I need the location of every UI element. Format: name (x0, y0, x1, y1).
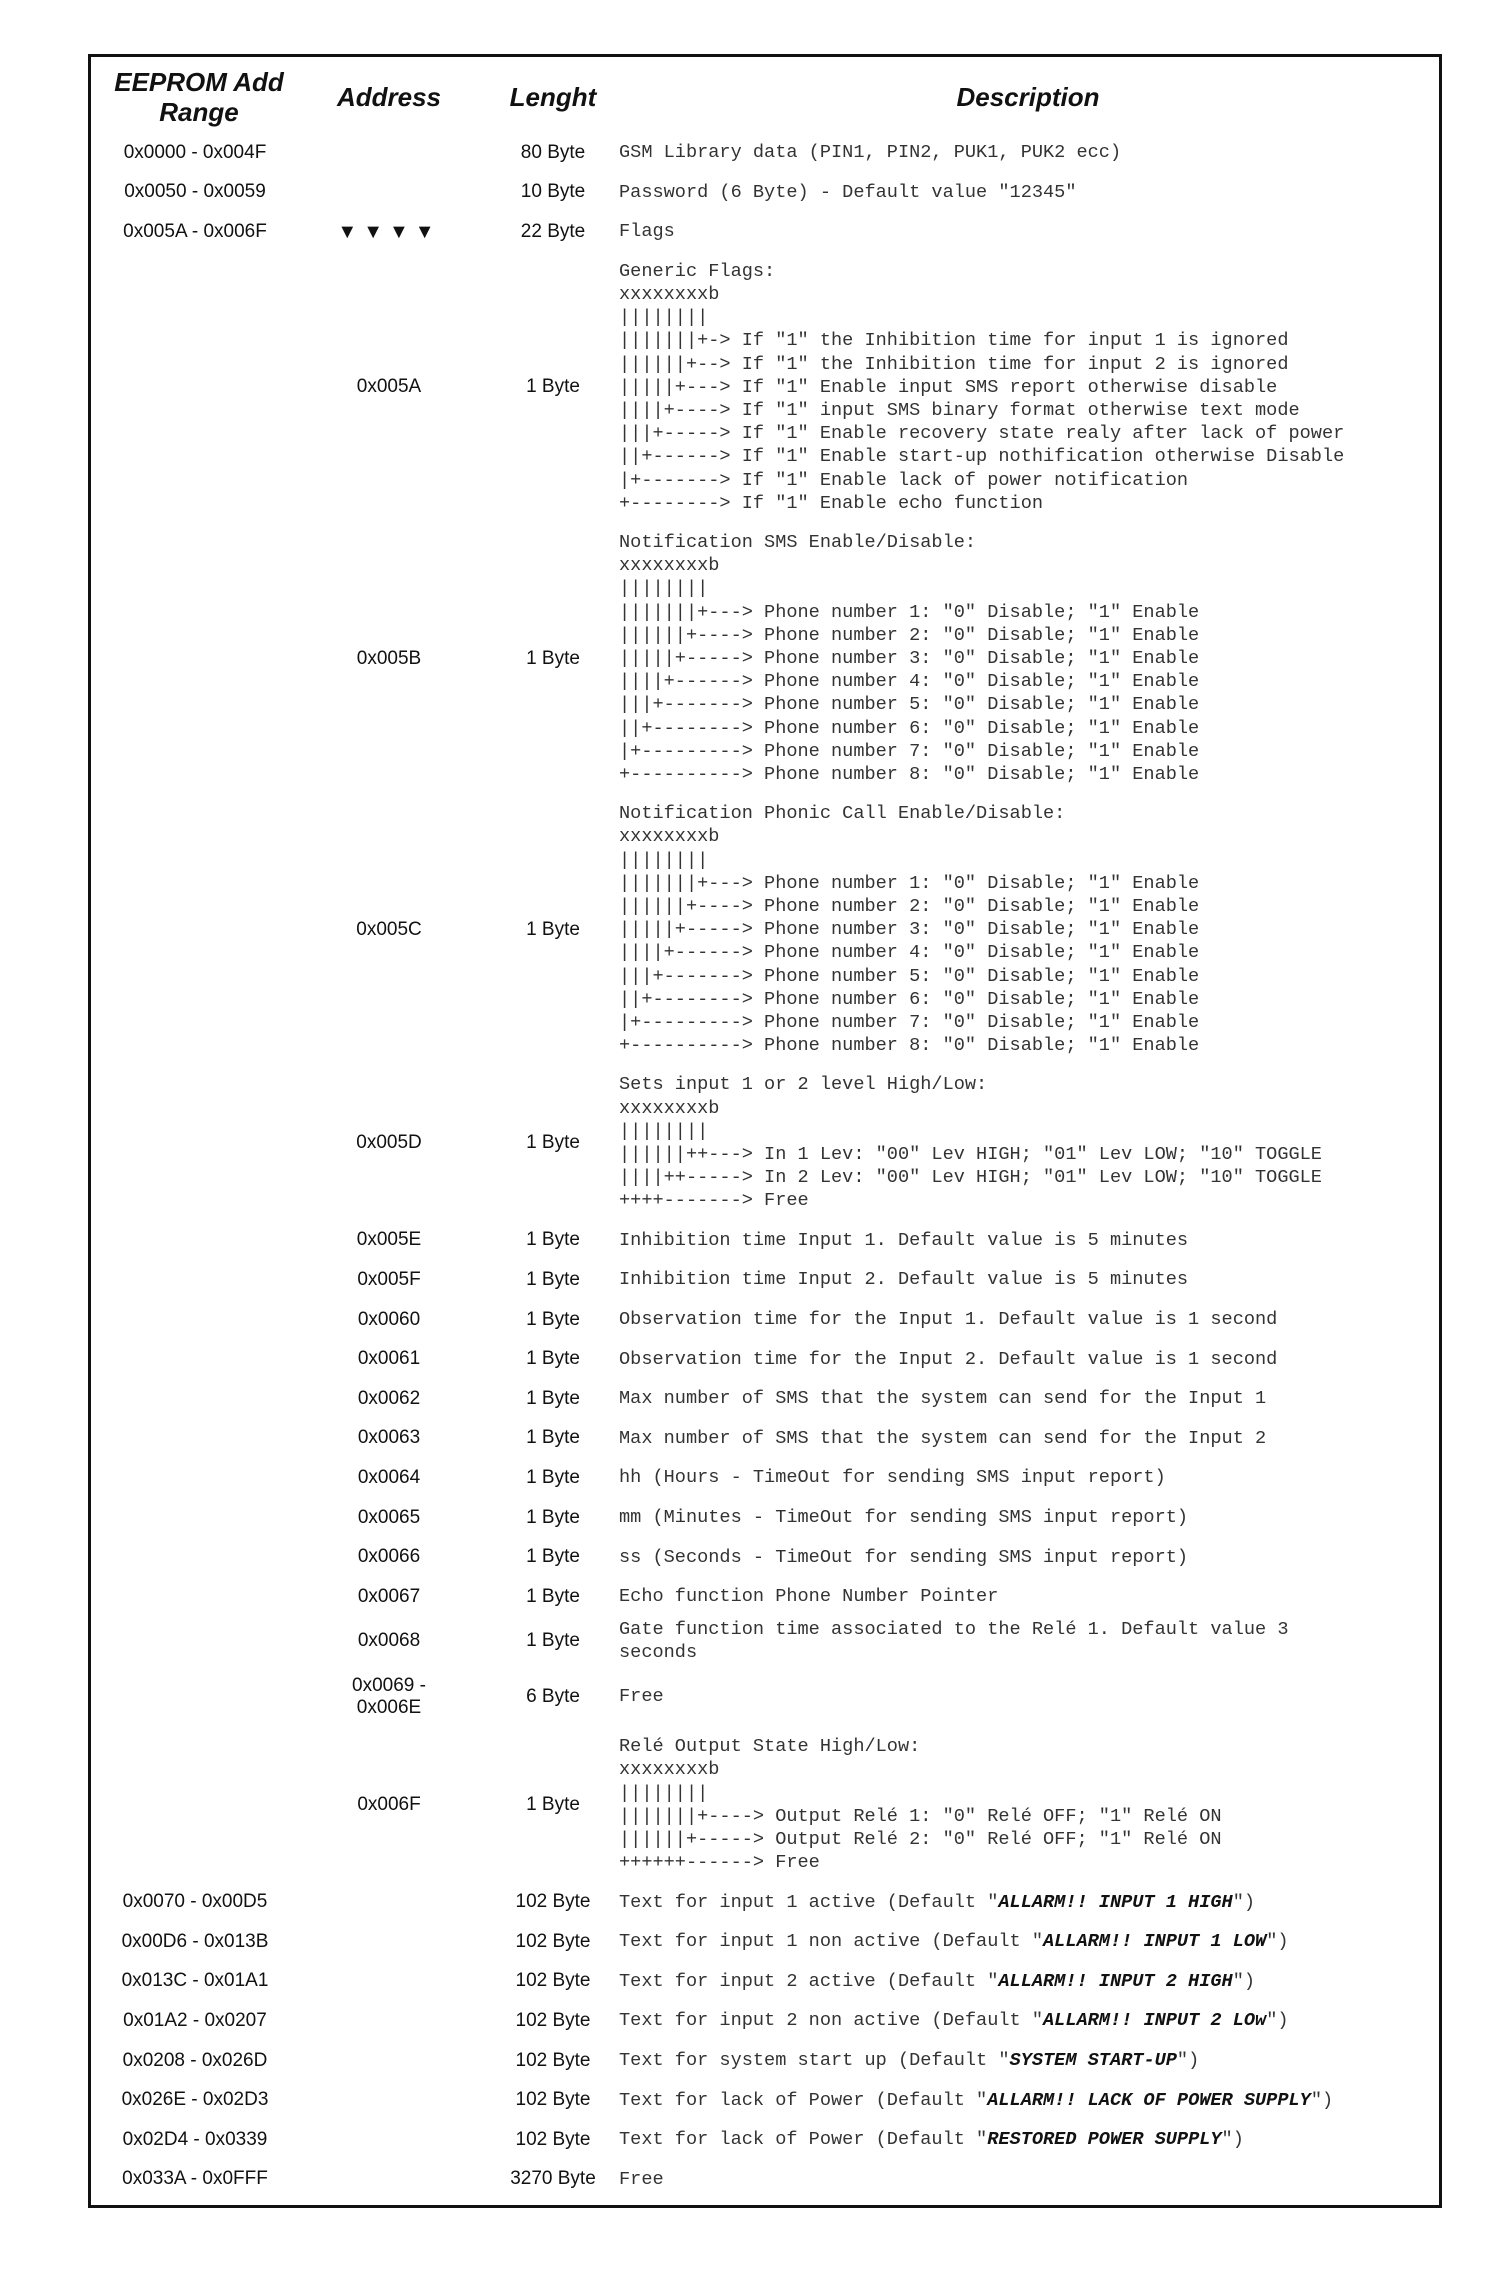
cell-range (91, 1727, 299, 1882)
cell-address: 0x0062 (357, 1387, 421, 1409)
description-text: ") (1221, 2129, 1244, 2151)
cell-length: 1 Byte (526, 1268, 580, 1290)
cell-address: 0x005F (357, 1268, 421, 1290)
description-line: Observation time for the Input 2. Default value is 1 second (619, 1348, 1278, 1370)
description-line (619, 2089, 1433, 2112)
expand-down-triangles-icon: ▼▼▼▼ (337, 220, 441, 243)
description-line (619, 1930, 1433, 1953)
description-line: ||||+------> Phone number 4: "0" Disable; "1" Enable (619, 671, 1200, 693)
cell-length: 80 Byte (520, 141, 586, 163)
cell-description (619, 794, 1433, 1065)
description-line: hh (Hours - TimeOut for sending SMS input report) (619, 1467, 1166, 1489)
cell-range: 0x033A - 0x0FFF (122, 2168, 268, 2190)
cell-address: 0x0069 - 0x006E (352, 1674, 426, 1718)
description-line: ||||+------> Phone number 4: "0" Disable; "1" Enable (619, 942, 1200, 964)
description-line: ||||||+----> Phone number 2: "0" Disable; "1" Enable (619, 624, 1200, 646)
cell-range: 0x0050 - 0x0059 (124, 181, 266, 203)
table-row (91, 1498, 1439, 1538)
cell-description (619, 173, 1433, 213)
cell-address: 0x0061 (357, 1348, 421, 1370)
cell-range (91, 1419, 299, 1459)
cell-description (619, 1065, 1433, 1220)
cell-description (619, 1727, 1433, 1882)
cell-description (619, 1498, 1433, 1538)
cell-length: 1 Byte (526, 1348, 580, 1370)
cell-address (305, 133, 473, 173)
table-row (91, 2080, 1439, 2120)
cell-length: 10 Byte (520, 181, 586, 203)
cell-description (619, 252, 1433, 523)
cell-length: 1 Byte (526, 1427, 580, 1449)
description-text: Text for input 2 non active (Default " (619, 2010, 1044, 2032)
cell-range (91, 1458, 299, 1498)
description-line: xxxxxxxxb (619, 1097, 720, 1119)
cell-range (91, 1537, 299, 1577)
cell-range (91, 1617, 299, 1667)
description-line: Generic Flags: (619, 260, 776, 282)
cell-address (305, 2001, 473, 2041)
description-text: ") (1310, 2089, 1334, 2111)
description-line: ||||+----> If "1" input SMS binary format otherwise text mode (619, 399, 1300, 421)
table-row (91, 1339, 1439, 1379)
cell-range (91, 1221, 299, 1261)
cell-length: 6 Byte (526, 1685, 580, 1707)
cell-description (619, 1922, 1433, 1962)
description-line (619, 2009, 1433, 2032)
table-row (91, 1221, 1439, 1261)
cell-address: 0x0060 (357, 1308, 421, 1330)
cell-address: 0x0068 (357, 1630, 421, 1652)
description-line: xxxxxxxxb (619, 1759, 720, 1781)
cell-address (305, 173, 473, 213)
description-text: Text for input 2 active (Default " (619, 1970, 999, 1992)
cell-description (619, 1666, 1433, 1727)
cell-length: 22 Byte (520, 220, 586, 242)
cell-description (619, 2041, 1433, 2081)
table-row (91, 1260, 1439, 1300)
description-text: Text for input 1 non active (Default " (619, 1931, 1044, 1953)
description-line: +----------> Phone number 8: "0" Disable; "1" Enable (619, 764, 1200, 785)
description-line: |||+-------> Phone number 5: "0" Disable; "1" Enable (619, 694, 1200, 716)
table-row (91, 2160, 1439, 2200)
cell-range: 0x005A - 0x006F (123, 220, 267, 242)
header-address: Address (336, 82, 442, 112)
cell-address: 0x005A (356, 376, 422, 398)
cell-address (305, 2160, 473, 2200)
description-text: Text for system start up (Default " (619, 2049, 1010, 2071)
table-row (91, 212, 1439, 252)
default-message: ALLARM!! LACK OF POWER SUPPLY (987, 2089, 1311, 2111)
description-text: Text for lack of Power (Default " (619, 2129, 988, 2151)
description-line: |||||+-----> Phone number 3: "0" Disable; "1" Enable (619, 647, 1200, 669)
cell-length: 1 Byte (526, 376, 580, 398)
description-line (619, 2049, 1433, 2072)
cell-description (619, 523, 1433, 794)
description-line: xxxxxxxxb (619, 555, 720, 577)
cell-length: 102 Byte (515, 2128, 591, 2150)
cell-description (619, 2160, 1433, 2200)
cell-address: 0x005C (356, 918, 422, 940)
table-row (91, 1537, 1439, 1577)
cell-range (91, 1339, 299, 1379)
description-line: Inhibition time Input 1. Default value is 5 minutes (619, 1229, 1189, 1251)
cell-description (619, 1260, 1433, 1300)
table-row (91, 252, 1439, 523)
default-message: SYSTEM START-UP (1009, 2049, 1177, 2071)
cell-address (305, 2080, 473, 2120)
table-row (91, 1577, 1439, 1617)
description-text: Text for input 1 active (Default " (619, 1891, 999, 1913)
default-message: ALLARM!! INPUT 1 HIGH (998, 1891, 1233, 1913)
description-line: xxxxxxxxb (619, 283, 720, 305)
table-row (91, 2001, 1439, 2041)
cell-description (619, 2001, 1433, 2041)
description-line: Sets input 1 or 2 level High/Low: (619, 1074, 988, 1096)
cell-description (619, 1339, 1433, 1379)
cell-address: 0x0067 (357, 1585, 421, 1607)
description-line: GSM Library data (PIN1, PIN2, PUK1, PUK2 ecc) (619, 142, 1122, 164)
description-line: |+---------> Phone number 7: "0" Disable; "1" Enable (619, 1011, 1200, 1033)
cell-length: 1 Byte (526, 1131, 580, 1153)
cell-length: 1 Byte (526, 1506, 580, 1528)
cell-length: 102 Byte (515, 1891, 591, 1913)
description-line: ||||++-----> In 2 Lev: "00" Lev HIGH; "01" Lev LOW; "10" TOGGLE (619, 1167, 1322, 1189)
description-line: +----------> Phone number 8: "0" Disable; "1" Enable (619, 1035, 1200, 1057)
cell-address (305, 1962, 473, 2002)
description-line: |+---------> Phone number 7: "0" Disable; "1" Enable (619, 740, 1200, 762)
table-row (91, 1727, 1439, 1882)
description-line (619, 2128, 1433, 2151)
description-line: Max number of SMS that the system can send for the Input 1 (619, 1388, 1267, 1410)
description-line: xxxxxxxxb (619, 826, 720, 848)
description-line: ||+------> If "1" Enable start-up nothification otherwise Disable (619, 446, 1345, 468)
description-line (619, 1970, 1433, 1993)
description-line: mm (Minutes - TimeOut for sending SMS input report) (619, 1506, 1189, 1528)
cell-description (619, 1617, 1433, 1667)
cell-address: 0x0063 (357, 1427, 421, 1449)
description-line: Observation time for the Input 1. Default value is 1 second (619, 1308, 1278, 1330)
description-line: |||||+---> If "1" Enable input SMS report otherwise disable (619, 376, 1278, 398)
table-row (91, 1065, 1439, 1220)
description-line: ++++-------> Free (619, 1190, 809, 1212)
description-line: Free (619, 1686, 664, 1708)
cell-length: 1 Byte (526, 1308, 580, 1330)
cell-range: 0x02D4 - 0x0339 (122, 2128, 268, 2150)
header-length: Lenght (509, 82, 597, 112)
cell-length: 102 Byte (515, 1930, 591, 1952)
eeprom-map-table (88, 54, 1442, 2208)
cell-length: 1 Byte (526, 918, 580, 940)
description-line: ++++++------> Free (619, 1852, 820, 1874)
cell-address (305, 2120, 473, 2160)
cell-range (91, 1666, 299, 1727)
cell-length: 1 Byte (526, 1630, 580, 1652)
description-line: |||||||| (619, 1782, 709, 1804)
cell-range: 0x01A2 - 0x0207 (123, 2009, 267, 2031)
cell-range (91, 1577, 299, 1617)
description-line: Notification Phonic Call Enable/Disable: (619, 803, 1066, 825)
cell-description (619, 2120, 1433, 2160)
description-line: seconds (619, 1642, 698, 1664)
header-description: Description (956, 82, 1100, 112)
description-text: ") (1176, 2049, 1200, 2071)
cell-range (91, 1379, 299, 1419)
description-line: Notification SMS Enable/Disable: (619, 531, 977, 553)
description-line: |||||||+-> If "1" the Inhibition time for input 1 is ignored (619, 330, 1289, 352)
description-line: ||+--------> Phone number 6: "0" Disable; "1" Enable (619, 717, 1200, 739)
cell-length: 102 Byte (515, 1970, 591, 1992)
default-message: RESTORED POWER SUPPLY (987, 2129, 1222, 2151)
cell-description (619, 133, 1433, 173)
cell-range (91, 523, 299, 794)
cell-address: 0x0066 (357, 1546, 421, 1568)
cell-range: 0x026E - 0x02D3 (121, 2089, 269, 2111)
header-range: EEPROM Add Range (114, 67, 284, 127)
cell-length: 1 Byte (526, 1229, 580, 1251)
table-row (91, 794, 1439, 1065)
description-line: ||+--------> Phone number 6: "0" Disable; "1" Enable (619, 988, 1200, 1010)
table-row (91, 2041, 1439, 2081)
cell-description (619, 1458, 1433, 1498)
cell-address: 0x005B (356, 647, 422, 669)
cell-description (619, 1379, 1433, 1419)
description-line: ||||||+--> If "1" the Inhibition time for input 2 is ignored (619, 353, 1289, 375)
description-line: Max number of SMS that the system can send for the Input 2 (619, 1427, 1267, 1449)
description-line: Gate function time associated to the Relé 1. Default value 3 (619, 1619, 1289, 1641)
description-line: Password (6 Byte) - Default value "12345" (619, 181, 1077, 203)
default-message: ALLARM!! INPUT 2 HIGH (998, 1970, 1233, 1992)
description-line: ss (Seconds - TimeOut for sending SMS input report) (619, 1546, 1189, 1568)
description-line: |||||||+---> Phone number 1: "0" Disable; "1" Enable (619, 601, 1200, 623)
cell-length: 3270 Byte (510, 2168, 596, 2190)
cell-range: 0x0000 - 0x004F (123, 141, 267, 163)
cell-address (305, 1922, 473, 1962)
cell-length: 102 Byte (515, 2089, 591, 2111)
table-row (91, 1419, 1439, 1459)
cell-description (619, 1221, 1433, 1261)
cell-range (91, 252, 299, 523)
cell-length: 102 Byte (515, 2049, 591, 2071)
description-line: ||||||+----> Phone number 2: "0" Disable; "1" Enable (619, 895, 1200, 917)
cell-range: 0x013C - 0x01A1 (121, 1970, 269, 1992)
description-line: ||||||+-----> Output Relé 2: "0" Relé OFF; "1" Relé ON (619, 1828, 1222, 1850)
table-row (91, 1666, 1439, 1727)
table-row (91, 1922, 1439, 1962)
description-line: |||||+-----> Phone number 3: "0" Disable; "1" Enable (619, 919, 1200, 941)
cell-range (91, 1260, 299, 1300)
cell-address: 0x0064 (357, 1466, 421, 1488)
description-line: ||||||++---> In 1 Lev: "00" Lev HIGH; "01" Lev LOW; "10" TOGGLE (619, 1143, 1322, 1165)
cell-description (619, 1962, 1433, 2002)
table-row (91, 1962, 1439, 2002)
table-row (91, 2120, 1439, 2160)
description-line: |||||||| (619, 849, 709, 871)
cell-description (619, 1300, 1433, 1340)
cell-address: 0x005D (356, 1131, 422, 1153)
cell-description (619, 1537, 1433, 1577)
table-row (91, 1882, 1439, 1922)
description-line: |+-------> If "1" Enable lack of power notification (619, 469, 1189, 491)
cell-address: 0x006F (357, 1793, 421, 1815)
description-line: |||+-----> If "1" Enable recovery state realy after lack of power (619, 423, 1345, 445)
description-text: ") (1232, 1970, 1256, 1992)
description-line (619, 1891, 1433, 1914)
table-row (91, 1300, 1439, 1340)
description-line: Echo function Phone Number Pointer (619, 1586, 999, 1608)
cell-description (619, 212, 1433, 252)
description-text: ") (1232, 1891, 1256, 1913)
cell-range: 0x0070 - 0x00D5 (122, 1891, 268, 1913)
cell-address (305, 1882, 473, 1922)
cell-description (619, 2080, 1433, 2120)
description-line: |||||||| (619, 578, 709, 600)
cell-address: 0x0065 (357, 1506, 421, 1528)
cell-description (619, 1882, 1433, 1922)
table-row (91, 133, 1439, 173)
description-line: |||||||+----> Output Relé 1: "0" Relé OFF; "1" Relé ON (619, 1805, 1222, 1827)
description-line: |||||||+---> Phone number 1: "0" Disable; "1" Enable (619, 872, 1200, 894)
cell-length: 1 Byte (526, 1466, 580, 1488)
cell-length: 1 Byte (526, 1585, 580, 1607)
table-row (91, 1458, 1439, 1498)
description-line: Inhibition time Input 2. Default value is 5 minutes (619, 1269, 1189, 1291)
cell-length: 1 Byte (526, 647, 580, 669)
cell-range: 0x00D6 - 0x013B (121, 1930, 269, 1952)
default-message: ALLARM!! INPUT 2 LOw (1043, 2010, 1267, 2032)
cell-range (91, 1498, 299, 1538)
cell-address (305, 2041, 473, 2081)
default-message: ALLARM!! INPUT 1 LOW (1043, 1931, 1267, 1953)
cell-address: 0x005E (356, 1229, 422, 1251)
table-row (91, 173, 1439, 213)
cell-range (91, 1300, 299, 1340)
cell-range (91, 1065, 299, 1220)
description-text: ") (1266, 2010, 1289, 2032)
table-row (91, 523, 1439, 794)
cell-length: 1 Byte (526, 1793, 580, 1815)
description-line: |||||||| (619, 307, 709, 329)
cell-range (91, 794, 299, 1065)
description-line: +--------> If "1" Enable echo function (619, 492, 1044, 514)
description-line: Relé Output State High/Low: (619, 1736, 921, 1758)
description-text: ") (1266, 1931, 1289, 1953)
cell-length: 102 Byte (515, 2009, 591, 2031)
cell-length: 1 Byte (526, 1546, 580, 1568)
cell-description (619, 1419, 1433, 1459)
table-row (91, 1617, 1439, 1667)
cell-description (619, 1577, 1433, 1617)
description-line: |||||||| (619, 1120, 709, 1142)
description-line: |||+-------> Phone number 5: "0" Disable; "1" Enable (619, 965, 1200, 987)
description-line: Flags (619, 221, 675, 243)
cell-range: 0x0208 - 0x026D (122, 2049, 268, 2071)
cell-length: 1 Byte (526, 1387, 580, 1409)
description-text: Text for lack of Power (Default " (619, 2089, 988, 2111)
description-line: Free (619, 2168, 664, 2190)
table-row (91, 1379, 1439, 1419)
